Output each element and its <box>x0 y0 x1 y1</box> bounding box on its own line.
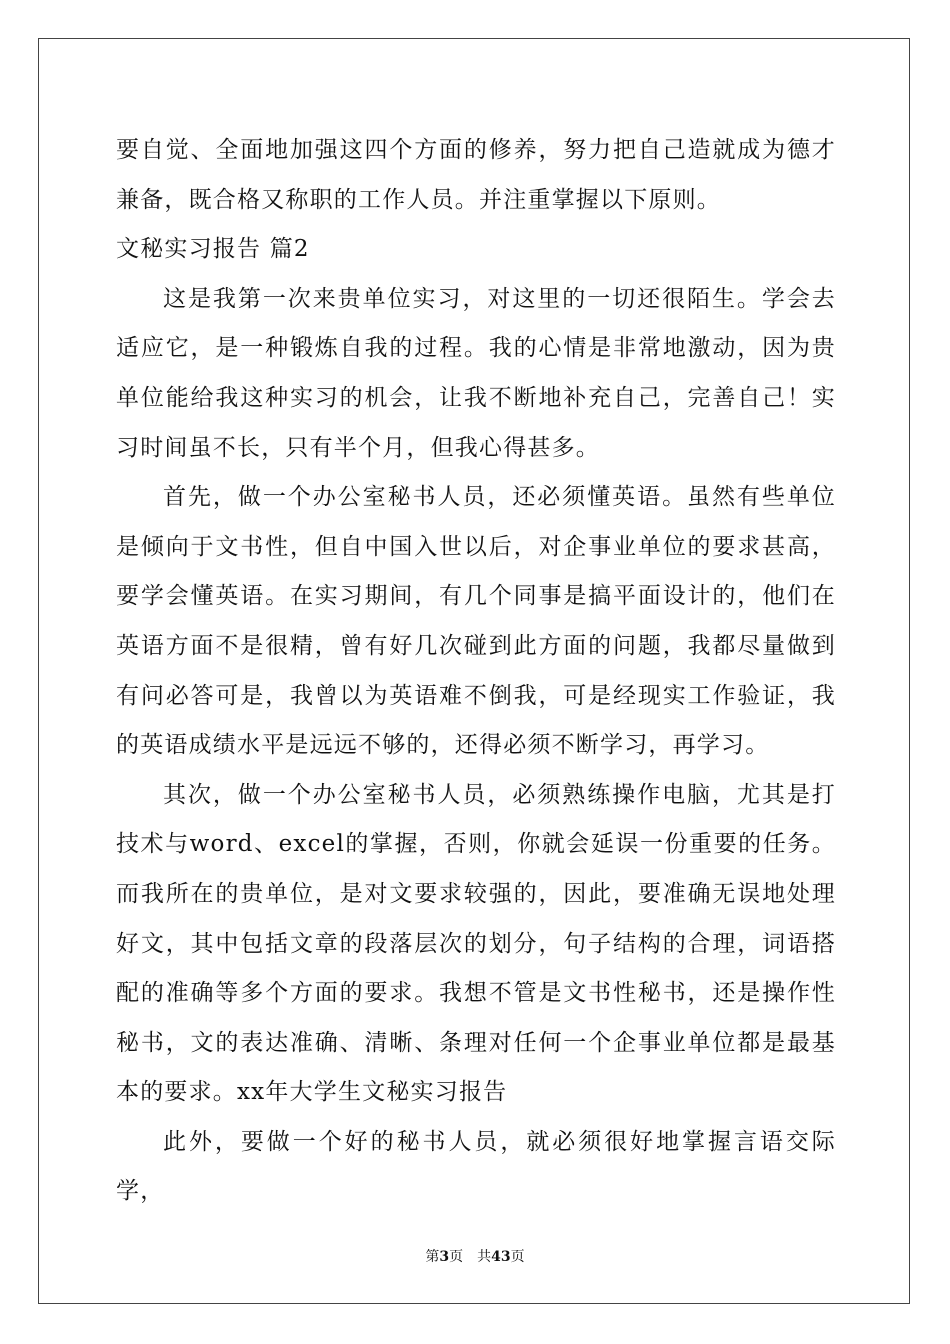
footer-total-pages: 43 <box>491 1249 511 1265</box>
footer-total-suffix: 页 <box>510 1249 525 1265</box>
paragraph-communication: 此外，要做一个好的秘书人员，就必须很好地掌握言语交际学， <box>116 1128 836 1205</box>
document-body <box>116 126 836 1217</box>
paragraph-continued: 要自觉、全面地加强这四个方面的修养，努力把自己造就成为德才兼备，既合格又称职的工作人员。并注重掌握以下原则。 <box>116 137 836 213</box>
page-footer <box>0 1246 950 1266</box>
section-heading: 文秘实习报告 篇2 <box>116 236 310 263</box>
paragraph-intro: 这是我第一次来贵单位实习，对这里的一切还很陌生。学会去适应它，是一种锻炼自我的过程。我的心情是非常地激动，因为贵单位能给我这种实习的机会，让我不断地补充自己，完善自己！实习时间虽不长，只有半个月，但我心得甚多。 <box>116 285 836 461</box>
footer-page-number: 3 <box>439 1249 450 1265</box>
footer-page-suffix: 页 <box>449 1249 464 1265</box>
paragraph-computer: 其次，做一个办公室秘书人员，必须熟练操作电脑，尤其是打技术与word、excel的掌握，否则，你就会延误一份重要的任务。而我所在的贵单位，是对文要求较强的，因此，要准确无误地处理好文，其中包括文章的段落层次的划分，句子结构的合理，词语搭配的准确等多个方面的要求。我想不管是文书性秘书，还是操作性秘书，文的表达准确、清晰、条理对任何一个企事业单位都是最基本的要求。xx年大学生文秘实习报告 <box>116 781 836 1106</box>
paragraph-english: 首先，做一个办公室秘书人员，还必须懂英语。虽然有些单位是倾向于文书性，但自中国入世以后，对企事业单位的要求甚高，要学会懂英语。在实习期间，有几个同事是搞平面设计的，他们在英语方面不是很精，曾有好几次碰到此方面的问题，我都尽量做到有问必答可是，我曾以为英语难不倒我，可是经现实工作验证，我的英语成绩水平是远远不够的，还得必须不断学习，再学习。 <box>116 484 836 759</box>
footer-page-prefix: 第 <box>425 1249 440 1265</box>
footer-total-prefix: 共 <box>477 1249 492 1265</box>
